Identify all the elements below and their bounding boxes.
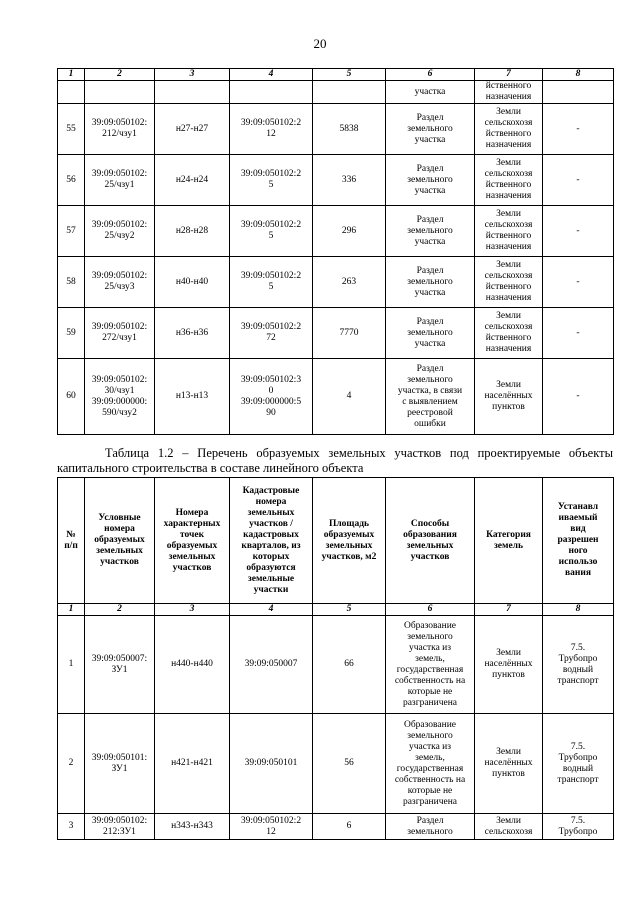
formation-method: Раздел земельного <box>386 814 475 840</box>
plot-area: 6 <box>313 814 386 840</box>
column-number: 1 <box>58 604 85 616</box>
column-number: 5 <box>313 69 386 81</box>
land-category: Земли населённых пунктов <box>475 359 543 435</box>
cadastral-number: 39:09:050102:2 5 <box>230 257 313 308</box>
row-number: 2 <box>58 714 85 814</box>
column-number-row <box>58 69 614 81</box>
row-number: 56 <box>58 155 85 206</box>
plot-number: 39:09:050102: 272/чзу1 <box>85 308 155 359</box>
plot-area: 7770 <box>313 308 386 359</box>
permitted-use: - <box>543 359 614 435</box>
caption-line-1: Таблица 1.2 – Перечень образуемых земельных участков под проектируемые объекты <box>105 446 613 460</box>
permitted-use: - <box>543 104 614 155</box>
empty-cell <box>85 81 155 104</box>
column-header: Площадь образуемых земельных участков, м2 <box>313 478 386 604</box>
plot-number: 39:09:050101: ЗУ1 <box>85 714 155 814</box>
plot-area: 296 <box>313 206 386 257</box>
table-row <box>58 155 614 206</box>
boundary-points: н421-н421 <box>155 714 230 814</box>
column-number: 5 <box>313 604 386 616</box>
row-number: 60 <box>58 359 85 435</box>
boundary-points: н36-н36 <box>155 308 230 359</box>
column-number-row <box>58 604 614 616</box>
land-category: Земли населённых пунктов <box>475 714 543 814</box>
land-category: Земли сельскохозя йственного назначения <box>475 206 543 257</box>
plot-number: 39:09:050007: ЗУ1 <box>85 616 155 714</box>
plot-area: 4 <box>313 359 386 435</box>
plot-number: 39:09:050102: 30/чзу1 39:09:000000: 590/чзу2 <box>85 359 155 435</box>
permitted-use: 7.5. Трубопро водный транспорт <box>543 616 614 714</box>
formation-method: Образование земельного участка из земель, государственная собственность на которые не разграничена <box>386 616 475 714</box>
cadastral-number: 39:09:050102:2 12 <box>230 814 313 840</box>
plot-number: 39:09:050102: 212/чзу1 <box>85 104 155 155</box>
table-row <box>58 616 614 714</box>
column-number: 3 <box>155 604 230 616</box>
formation-method: Раздел земельного участка <box>386 206 475 257</box>
cadastral-number: 39:09:050102:3 0 39:09:000000:5 90 <box>230 359 313 435</box>
boundary-points: н28-н28 <box>155 206 230 257</box>
permitted-use: - <box>543 155 614 206</box>
land-category: Земли населённых пунктов <box>475 616 543 714</box>
table-row <box>58 104 614 155</box>
row-number: 57 <box>58 206 85 257</box>
formation-method: Раздел земельного участка <box>386 104 475 155</box>
column-header: Номера характерных точек образуемых земельных участков <box>155 478 230 604</box>
formation-method: Образование земельного участка из земель, государственная собственность на которые не разграничена <box>386 714 475 814</box>
continuation-row <box>58 81 614 104</box>
column-header: Категория земель <box>475 478 543 604</box>
column-header: Кадастровые номера земельных участков / кадастровых кварталов, из которых образуются земельные участки <box>230 478 313 604</box>
plot-number: 39:09:050102: 212:ЗУ1 <box>85 814 155 840</box>
plot-area: 56 <box>313 714 386 814</box>
cadastral-number: 39:09:050102:2 12 <box>230 104 313 155</box>
cadastral-number: 39:09:050102:2 72 <box>230 308 313 359</box>
plot-area: 66 <box>313 616 386 714</box>
permitted-use: 7.5. Трубопро <box>543 814 614 840</box>
table-caption <box>57 446 613 476</box>
table-row <box>58 308 614 359</box>
plot-area: 263 <box>313 257 386 308</box>
caption-line-2: капитального строительства в составе линейного объекта <box>57 461 364 475</box>
row-number: 58 <box>58 257 85 308</box>
land-category: Земли сельскохозя йственного назначения <box>475 104 543 155</box>
land-category: йственного назначения <box>475 81 543 104</box>
column-number: 7 <box>475 69 543 81</box>
column-number: 3 <box>155 69 230 81</box>
plot-area: 336 <box>313 155 386 206</box>
permitted-use <box>543 81 614 104</box>
row-number: 3 <box>58 814 85 840</box>
permitted-use: - <box>543 308 614 359</box>
permitted-use: - <box>543 257 614 308</box>
table-row <box>58 206 614 257</box>
column-number: 4 <box>230 604 313 616</box>
column-number: 6 <box>386 69 475 81</box>
land-category: Земли сельскохозя йственного назначения <box>475 155 543 206</box>
row-number: 1 <box>58 616 85 714</box>
land-category: Земли сельскохозя йственного назначения <box>475 308 543 359</box>
column-number: 1 <box>58 69 85 81</box>
page-number: 20 <box>313 36 327 51</box>
column-number: 8 <box>543 69 614 81</box>
table-row <box>58 359 614 435</box>
header-row <box>58 478 614 604</box>
plot-number: 39:09:050102: 25/чзу3 <box>85 257 155 308</box>
table-row <box>58 257 614 308</box>
cadastral-number: 39:09:050007 <box>230 616 313 714</box>
plot-number: 39:09:050102: 25/чзу2 <box>85 206 155 257</box>
plot-number: 39:09:050102: 25/чзу1 <box>85 155 155 206</box>
boundary-points: н343-н343 <box>155 814 230 840</box>
boundary-points: н13-н13 <box>155 359 230 435</box>
empty-cell <box>313 81 386 104</box>
formation-method: участка <box>386 81 475 104</box>
cadastral-number: 39:09:050102:2 5 <box>230 206 313 257</box>
formation-method: Раздел земельного участка <box>386 257 475 308</box>
boundary-points: н27-н27 <box>155 104 230 155</box>
row-number: 55 <box>58 104 85 155</box>
column-header: Способы образования земельных участков <box>386 478 475 604</box>
column-number: 2 <box>85 604 155 616</box>
row-number: 59 <box>58 308 85 359</box>
land-category: Земли сельскохозя <box>475 814 543 840</box>
column-number: 2 <box>85 69 155 81</box>
formation-method: Раздел земельного участка <box>386 155 475 206</box>
empty-cell <box>230 81 313 104</box>
column-number: 8 <box>543 604 614 616</box>
boundary-points: н440-н440 <box>155 616 230 714</box>
column-header: Устанавл иваемый вид разрешен ного использо вания <box>543 478 614 604</box>
empty-cell <box>58 81 85 104</box>
cadastral-number: 39:09:050102:2 5 <box>230 155 313 206</box>
formation-method: Раздел земельного участка, в связи с выявлением реестровой ошибки <box>386 359 475 435</box>
land-plots-table-continued <box>57 68 614 435</box>
cadastral-number: 39:09:050101 <box>230 714 313 814</box>
column-header: Условные номера образуемых земельных участков <box>85 478 155 604</box>
column-header: № п/п <box>58 478 85 604</box>
formation-method: Раздел земельного участка <box>386 308 475 359</box>
boundary-points: н40-н40 <box>155 257 230 308</box>
empty-cell <box>155 81 230 104</box>
permitted-use: - <box>543 206 614 257</box>
boundary-points: н24-н24 <box>155 155 230 206</box>
formed-land-plots-table <box>57 477 614 840</box>
table-row <box>58 814 614 840</box>
column-number: 7 <box>475 604 543 616</box>
land-category: Земли сельскохозя йственного назначения <box>475 257 543 308</box>
table-row <box>58 714 614 814</box>
column-number: 4 <box>230 69 313 81</box>
column-number: 6 <box>386 604 475 616</box>
permitted-use: 7.5. Трубопро водный транспорт <box>543 714 614 814</box>
plot-area: 5838 <box>313 104 386 155</box>
